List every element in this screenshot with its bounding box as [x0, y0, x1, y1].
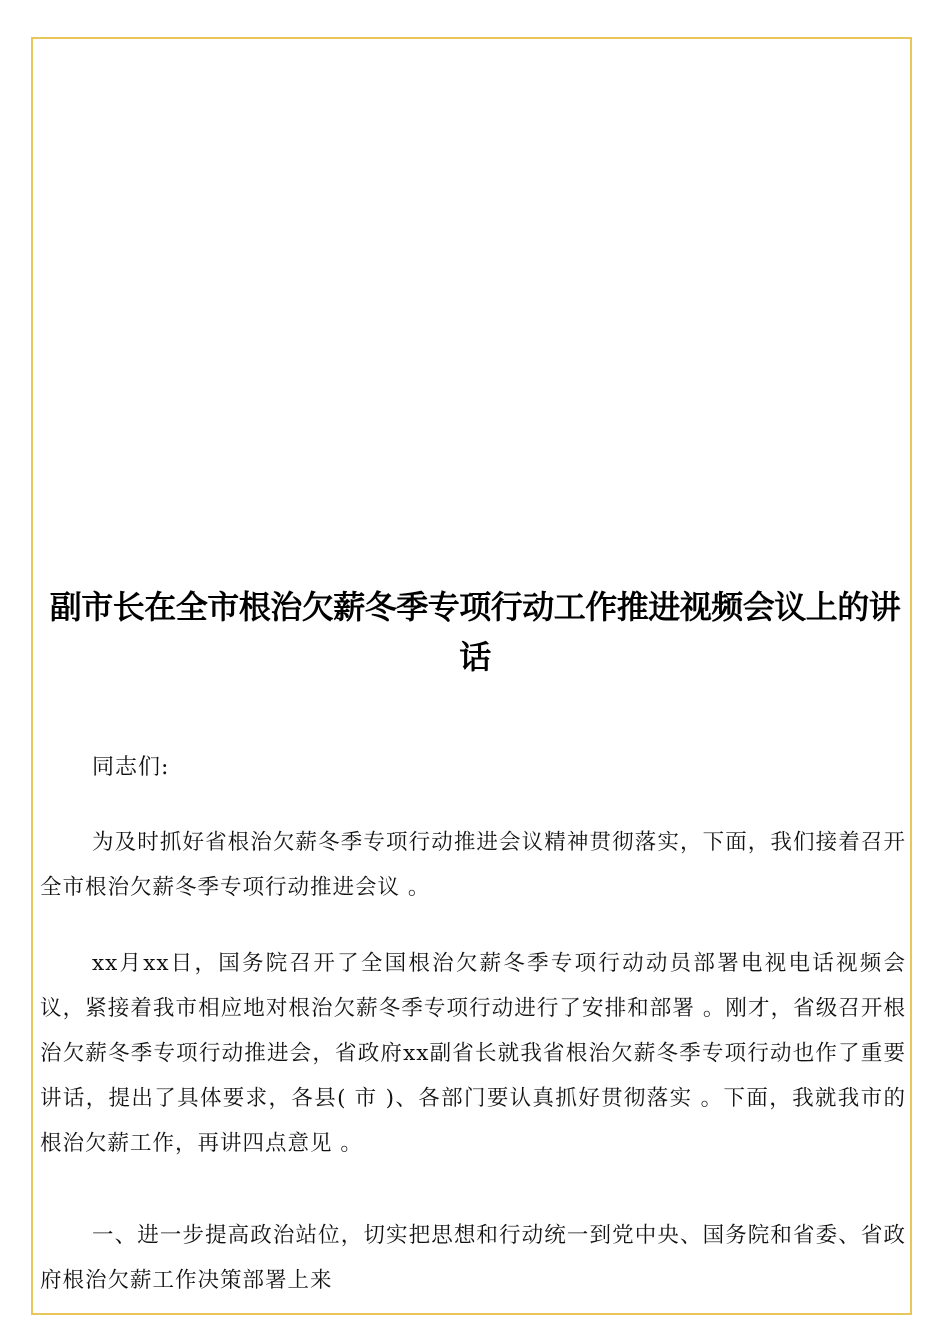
section-heading-one: 一、进一步提高政治站位，切实把思想和行动统一到党中央、国务院和省委、省政府根治欠薪工作决策部署上来	[40, 1223, 906, 1293]
document-title: 副市长在全市根治欠薪冬季专项行动工作推进视频会议上的讲话	[49, 588, 901, 676]
paragraph-intro: 为及时抓好省根治欠薪冬季专项行动推进会议精神贯彻落实，下面，我们接着召开全市根治欠薪冬季专项行动推进会议 。	[40, 830, 906, 900]
paragraph-background: xx月xx日，国务院召开了全国根治欠薪冬季专项行动动员部署电视电话视频会议，紧接着我市相应地对根治欠薪冬季专项行动进行了安排和部署 。刚才，省级召开根治欠薪冬季专项行动推进会，省政府xx副省长就我省根治欠薪冬季专项行动也作了重要讲话，提出了具体要求，各县( 市 )、各部门要认真抓好贯彻落实 。下面，我就我市的根治欠薪工作，再讲四点意见 。	[40, 951, 906, 1156]
greeting: 同志们:	[92, 755, 170, 780]
